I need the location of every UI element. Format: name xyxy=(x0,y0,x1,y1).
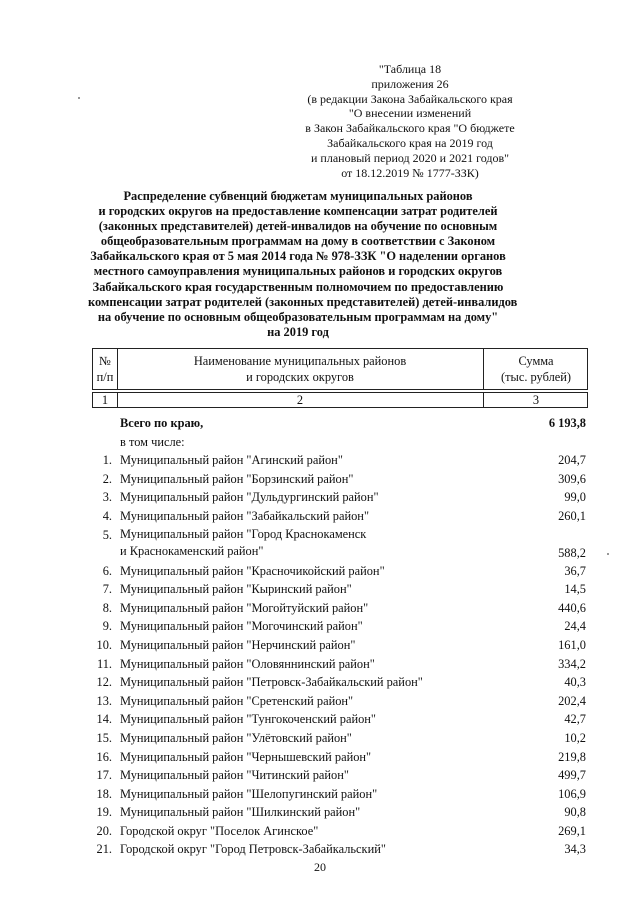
header-line: в Закон Забайкальского края "О бюджете xyxy=(305,121,515,136)
row-value: 269,1 xyxy=(558,823,586,838)
title-line: компенсации затрат родителей (законных представителей) детей-инвалидов xyxy=(88,294,518,309)
row-name: Муниципальный район "Чернышевский район" xyxy=(120,749,372,764)
table-row xyxy=(92,655,588,674)
row-value: 14,5 xyxy=(564,582,586,597)
row-number: 8. xyxy=(102,600,112,615)
row-value: 202,4 xyxy=(558,693,586,708)
scan-speck xyxy=(78,97,80,99)
col-sum-line: Сумма xyxy=(518,354,554,368)
row-number: 11. xyxy=(96,656,112,671)
header-line: "Таблица 18 xyxy=(378,62,442,76)
col-index-3: 3 xyxy=(532,393,540,407)
row-value: 36,7 xyxy=(564,563,586,578)
table-row xyxy=(92,562,588,581)
row-name-line: и Краснокаменский район" xyxy=(120,543,264,558)
document-title xyxy=(88,189,518,340)
table-row xyxy=(92,451,588,470)
row-number: 17. xyxy=(96,768,112,783)
col-num-header xyxy=(93,353,117,385)
row-name: Городской округ "Поселок Агинское" xyxy=(120,823,319,838)
table-row xyxy=(92,785,588,804)
row-value: 10,2 xyxy=(564,730,586,745)
row-value: 204,7 xyxy=(558,453,586,468)
table-row xyxy=(92,840,588,859)
appendix-header xyxy=(300,62,520,180)
col-sum-line: (тыс. рублей) xyxy=(500,370,572,384)
total-row xyxy=(92,414,588,433)
row-name: Муниципальный район "Красночикойский район" xyxy=(120,563,385,578)
row-number: 6. xyxy=(102,563,112,578)
table-row xyxy=(92,766,588,785)
row-value: 334,2 xyxy=(558,656,586,671)
row-name: Муниципальный район "Шилкинский район" xyxy=(120,805,361,820)
row-number: 9. xyxy=(102,619,112,634)
row-name-line: Муниципальный район "Город Краснокаменск xyxy=(120,526,367,541)
row-number: 19. xyxy=(96,805,112,820)
row-name: Городской округ "Город Петровск-Забайкальский" xyxy=(120,842,386,857)
col-num-line: п/п xyxy=(96,370,114,384)
row-value: 440,6 xyxy=(558,600,586,615)
row-number: 7. xyxy=(102,582,112,597)
table-row xyxy=(92,617,588,636)
table-row xyxy=(92,673,588,692)
row-name: Муниципальный район "Читинский район" xyxy=(120,768,349,783)
row-name: Муниципальный район "Улётовский район" xyxy=(120,730,352,745)
title-line: на обучение по основным общеобразовательным программам на дому" xyxy=(97,309,499,324)
row-name: Муниципальный район "Могойтуйский район" xyxy=(120,600,369,615)
table-row xyxy=(92,526,588,562)
row-number: 13. xyxy=(96,693,112,708)
header-line: (в редакции Закона Забайкальского края xyxy=(307,91,513,106)
row-value: 34,3 xyxy=(564,842,586,857)
col-index-2: 2 xyxy=(296,393,304,407)
row-number: 3. xyxy=(102,490,112,505)
header-line: от 18.12.2019 № 1777-ЗЗК) xyxy=(341,165,479,180)
row-value: 42,7 xyxy=(564,712,586,727)
row-name: Муниципальный район "Забайкальский район" xyxy=(120,508,369,523)
table-row xyxy=(92,507,588,526)
table-row xyxy=(92,580,588,599)
row-number: 20. xyxy=(96,823,112,838)
table-row xyxy=(92,803,588,822)
table-row xyxy=(92,636,588,655)
title-line: Забайкальского края государственным полномочием по предоставлению xyxy=(92,279,504,294)
table-row xyxy=(92,822,588,841)
col-name-header xyxy=(117,353,483,385)
table-body xyxy=(92,414,588,859)
header-line: приложения 26 xyxy=(371,76,449,91)
page-number: 20 xyxy=(314,860,326,874)
row-value: 260,1 xyxy=(558,508,586,523)
row-value: 106,9 xyxy=(558,786,586,801)
row-name: Муниципальный район "Дульдургинский район" xyxy=(120,490,379,505)
col-num-line: № xyxy=(99,354,111,368)
table-row xyxy=(92,692,588,711)
row-number: 21. xyxy=(96,842,112,857)
row-name: Муниципальный район "Кыринский район" xyxy=(120,582,352,597)
total-label: Всего по краю, xyxy=(120,416,204,430)
row-value: 40,3 xyxy=(564,675,586,690)
row-number: 4. xyxy=(102,508,112,523)
table-row xyxy=(92,729,588,748)
row-number: 12. xyxy=(96,675,112,690)
including-row xyxy=(92,433,588,452)
title-line: и городских округов на предоставление компенсации затрат родителей xyxy=(98,204,498,219)
row-number: 1. xyxy=(102,453,112,468)
row-value: 99,0 xyxy=(564,490,586,505)
row-number: 15. xyxy=(96,730,112,745)
row-name: Муниципальный район "Тунгокоченский район" xyxy=(120,712,376,727)
row-number: 10. xyxy=(96,637,112,652)
row-name: Муниципальный район "Нерчинский район" xyxy=(120,637,356,652)
row-name: Муниципальный район "Сретенский район" xyxy=(120,693,354,708)
row-value: 161,0 xyxy=(558,637,586,652)
title-line: общеобразовательным программам на дому в соответствии с Законом xyxy=(100,234,496,249)
table-row xyxy=(92,710,588,729)
title-line: местного самоуправления муниципальных районов и городских округов xyxy=(93,264,503,279)
row-number: 5. xyxy=(102,527,112,542)
row-number: 2. xyxy=(102,471,112,486)
title-line: Распределение субвенций бюджетам муниципальных районов xyxy=(123,189,473,203)
row-name xyxy=(120,526,366,560)
row-number: 16. xyxy=(96,749,112,764)
table-row xyxy=(92,470,588,489)
row-number: 14. xyxy=(96,712,112,727)
header-line: Забайкальского края на 2019 год xyxy=(327,135,493,150)
header-line: "О внесении изменений xyxy=(348,106,472,121)
scan-speck xyxy=(607,553,609,555)
row-name: Муниципальный район "Петровск-Забайкальский район" xyxy=(120,675,423,690)
including-label: в том числе: xyxy=(120,434,185,449)
row-value: 588,2 xyxy=(558,545,586,560)
col-index-1: 1 xyxy=(101,393,109,407)
row-name: Муниципальный район "Могочинский район" xyxy=(120,619,363,634)
row-value: 219,8 xyxy=(558,749,586,764)
title-line: Забайкальского края от 5 мая 2014 года № 978-ЗЗК "О наделении органов xyxy=(90,249,506,264)
col-name-line: Наименование муниципальных районов xyxy=(193,354,407,368)
row-name: Муниципальный район "Агинский район" xyxy=(120,453,343,468)
header-row xyxy=(92,348,588,390)
title-line: на 2019 год xyxy=(267,324,329,339)
table-row xyxy=(92,488,588,507)
row-name: Муниципальный район "Шелопугинский район" xyxy=(120,786,378,801)
row-name: Муниципальный район "Оловяннинский район" xyxy=(120,656,375,671)
column-index-row xyxy=(92,392,588,408)
row-value: 24,4 xyxy=(564,619,586,634)
title-line: (законных представителей) детей-инвалидов на обучение по основным xyxy=(98,219,498,234)
row-number: 18. xyxy=(96,786,112,801)
col-sum-header xyxy=(483,353,589,385)
total-value: 6 193,8 xyxy=(548,416,586,430)
row-value: 309,6 xyxy=(558,471,586,486)
table-row xyxy=(92,748,588,767)
col-name-line: и городских округов xyxy=(246,370,354,384)
table-row xyxy=(92,599,588,618)
header-line: и плановый период 2020 и 2021 годов" xyxy=(310,150,510,165)
row-value: 499,7 xyxy=(558,768,586,783)
table-header xyxy=(92,348,588,408)
row-name: Муниципальный район "Борзинский район" xyxy=(120,471,354,486)
row-value: 90,8 xyxy=(564,805,586,820)
